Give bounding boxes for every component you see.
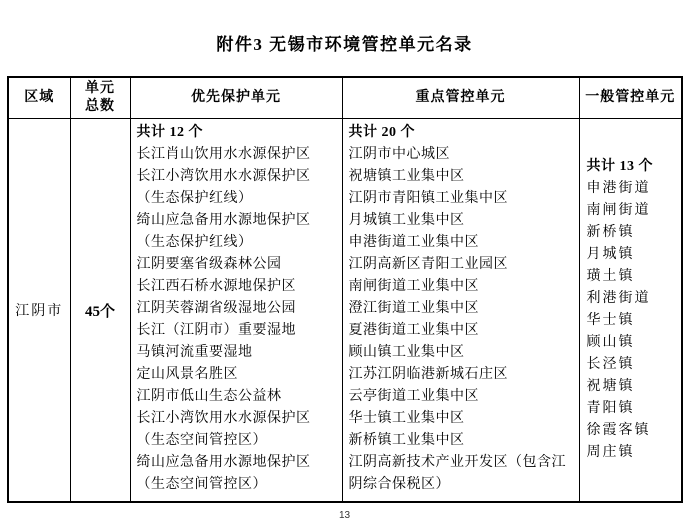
page-title: 附件3 无锡市环境管控单元名录 <box>216 35 473 54</box>
header-general-control-units: 一般管控单元 <box>579 77 682 119</box>
priority-unit-item: 长江小湾饮用水水源保护区（生态空间管控区） <box>136 411 311 448</box>
priority-units-cell <box>130 119 342 503</box>
key-control-unit-item: 江阴高新区青阳工业园区 <box>348 257 508 272</box>
key-control-unit-item: 月城镇工业集中区 <box>348 213 465 228</box>
header-region: 区域 <box>8 77 70 119</box>
key-control-unit-item: 夏港街道工业集中区 <box>348 323 479 338</box>
key-control-unit-item: 澄江街道工业集中区 <box>348 301 479 316</box>
priority-unit-item: 定山风景名胜区 <box>136 367 238 382</box>
page-number: 13 <box>338 510 351 521</box>
key-control-unit-item: 江阴市青阳镇工业集中区 <box>348 191 508 206</box>
key-control-unit-item: 祝塘镇工业集中区 <box>348 169 465 184</box>
general-control-unit-item: 周庄镇 <box>586 445 635 460</box>
general-control-unit-item: 月城镇 <box>586 247 635 262</box>
key-control-unit-item: 江苏江阴临港新城石庄区 <box>348 367 508 382</box>
key-control-unit-item: 南闸街道工业集中区 <box>348 279 479 294</box>
key-control-unit-item: 华士镇工业集中区 <box>348 411 465 426</box>
priority-summary: 共计 12 个 <box>136 125 203 140</box>
key-control-unit-item: 新桥镇工业集中区 <box>348 433 465 448</box>
general-control-units-cell <box>579 119 682 503</box>
key-control-unit-item: 云亭街道工业集中区 <box>348 389 479 404</box>
general-control-unit-item: 南闸街道 <box>586 203 651 218</box>
general-control-unit-item: 顾山镇 <box>586 335 635 350</box>
general-control-unit-item: 祝塘镇 <box>586 379 635 394</box>
priority-unit-item: 绮山应急备用水源地保护区（生态保护红线） <box>136 213 311 250</box>
key-control-unit-item: 顾山镇工业集中区 <box>348 345 465 360</box>
general-control-unit-item: 利港街道 <box>586 291 651 306</box>
general-control-unit-item: 徐霞客镇 <box>586 423 651 438</box>
key-control-unit-item: 江阴高新技术产业开发区（包含江阴综合保税区） <box>348 455 566 492</box>
priority-unit-item: 长江小湾饮用水水源保护区（生态保护红线） <box>136 169 311 206</box>
general-control-unit-item: 长泾镇 <box>586 357 635 372</box>
header-priority-protection-units: 优先保护单元 <box>130 77 342 119</box>
header-key-control-units: 重点管控单元 <box>342 77 579 119</box>
total-units-cell: 45个 <box>70 119 130 503</box>
priority-unit-item: 江阴芙蓉湖省级湿地公园 <box>136 301 296 316</box>
environment-control-unit-table <box>7 76 683 503</box>
region-cell: 江阴市 <box>8 119 70 503</box>
priority-unit-item: 绮山应急备用水源地保护区（生态空间管控区） <box>136 455 311 492</box>
priority-unit-item: 马镇河流重要湿地 <box>136 345 253 360</box>
general-control-unit-item: 申港街道 <box>586 181 651 196</box>
general-control-unit-item: 新桥镇 <box>586 225 635 240</box>
priority-unit-item: 长江肖山饮用水水源保护区 <box>136 147 311 162</box>
key-control-units-cell <box>342 119 579 503</box>
header-total-line2: 总数 <box>85 99 115 114</box>
general-control-unit-item: 华士镇 <box>586 313 635 328</box>
general-control-summary: 共计 13 个 <box>586 159 653 174</box>
key-control-unit-item: 江阴市中心城区 <box>348 147 450 162</box>
header-total-units <box>70 77 130 119</box>
priority-unit-item: 长江（江阴市）重要湿地 <box>136 323 296 338</box>
header-total-line1: 单元 <box>85 81 115 96</box>
general-control-unit-item: 青阳镇 <box>586 401 635 416</box>
key-control-summary: 共计 20 个 <box>348 125 415 140</box>
priority-unit-item: 长江西石桥水源地保护区 <box>136 279 296 294</box>
key-control-unit-item: 申港街道工业集中区 <box>348 235 479 250</box>
table-header-row <box>8 77 682 119</box>
general-control-unit-item: 璜土镇 <box>586 269 635 284</box>
priority-unit-item: 江阴市低山生态公益林 <box>136 389 282 404</box>
priority-unit-item: 江阴要塞省级森林公园 <box>136 257 282 272</box>
table-row-jiangyin <box>8 119 682 503</box>
